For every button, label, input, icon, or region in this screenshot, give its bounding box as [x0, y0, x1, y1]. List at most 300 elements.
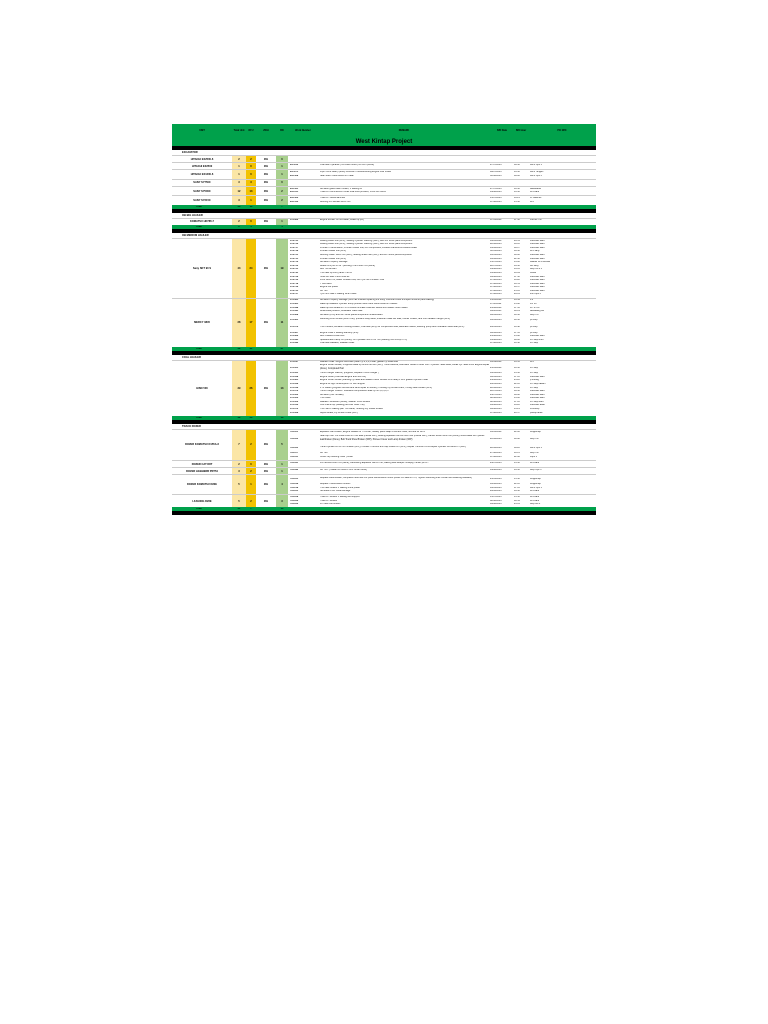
bd-hour: 07:30 — [514, 275, 520, 278]
bd-hour: 16:33 — [514, 361, 520, 364]
bd-date: 09/07/2023 — [490, 171, 502, 174]
ready-value: ZIH — [256, 430, 276, 460]
pic-name: Parkinan Baru — [530, 393, 545, 396]
unit-name: KOMATSU HD785-7 — [189, 220, 215, 224]
section-title: OB MEDIUM HAULER — [182, 233, 209, 237]
pic-name: Wogeshop — [530, 477, 541, 480]
remark-text: AC Hot — [320, 452, 328, 455]
bd-hour: 15:30 — [514, 200, 520, 203]
work-number: TD1161 — [290, 430, 299, 433]
bd-hour: 10:30 — [514, 366, 520, 369]
work-number: TD1157 — [290, 452, 299, 455]
bd-hour: 29:31 — [514, 239, 520, 242]
ready-value: ZIH — [256, 468, 276, 474]
pic-name: PS — [530, 299, 534, 302]
bd-date: 21/06/2023 — [490, 437, 502, 440]
total-unit-sum: 21 — [237, 508, 241, 511]
bd-value: 3 — [276, 495, 288, 507]
pic-name: WS — [530, 361, 534, 364]
ready-value: ZIH — [256, 461, 276, 467]
bd-date: 07/08/2023 — [490, 279, 502, 282]
bd-hour: 10:48 — [514, 326, 520, 329]
bd-date: 25/05/2022 — [490, 366, 502, 369]
pic-name: Disp Ops 3 — [530, 468, 542, 471]
bd-value: 4 — [276, 475, 288, 494]
breakdown-list — [288, 219, 596, 223]
total-unit-value: 5 — [232, 495, 246, 507]
remark-text: T/M cask up shift, panel T/M on — [320, 271, 352, 274]
ready-value: ZIH — [256, 475, 276, 494]
work-number: DT2745 — [290, 257, 299, 260]
total-unit-value: 3 — [232, 180, 246, 186]
bd-date: 18/03/2023 — [490, 319, 502, 322]
bd-value: 1 — [276, 219, 288, 225]
bd-date: 31/08/2023 — [490, 174, 502, 177]
remark-text: Bolt T/M Broken — [320, 268, 337, 271]
total-unit-value: 12 — [232, 187, 246, 195]
total-unit-value: 5 — [232, 475, 246, 494]
work-number: DT2747 — [290, 246, 299, 249]
breakdown-row — [288, 461, 596, 465]
work-number: TD1209 — [290, 496, 299, 499]
remark-text: Accident Property Damage (Unit has finished repairing the body, continue check & inspect & some parts waiting) — [320, 299, 435, 302]
breakdown-list — [288, 187, 596, 194]
work-number: DT1348 — [290, 382, 299, 385]
project-title: West Kintap Project — [355, 139, 413, 145]
unit-group — [172, 195, 596, 204]
bd-date: 18/04/2022 — [490, 361, 502, 364]
work-number: EX5010 — [290, 163, 299, 166]
pic-name: PP STOP — [530, 306, 540, 309]
remark-text: Make up Radiator Cylinder dump problem and crack frame loose on chassis — [320, 302, 398, 305]
bd-hour: 15:50 — [514, 496, 520, 499]
ready-value: ZIH — [256, 219, 276, 225]
unit-group — [172, 218, 596, 225]
total-bd-sum: 27 — [280, 347, 284, 350]
work-number: DT1318 — [290, 386, 299, 389]
pic-name: ws Sany — [530, 264, 539, 267]
work-number: TD1162 — [290, 446, 299, 449]
bd-hour: 22:10 — [514, 483, 520, 486]
work-number: DT1303 — [290, 397, 299, 400]
rfu-value: 0 — [246, 170, 256, 178]
remark-text: Radiator Leak / Engine overheat (clean cyl 2,5,6,3 leak, gasket cyl head leak — [320, 361, 398, 364]
work-number: DT2731 — [290, 268, 299, 271]
pic-name: Disp HS — [530, 313, 539, 316]
work-number: EX1315 — [290, 191, 299, 194]
pic-name: Bebabang ws — [530, 310, 544, 313]
remark-text: T/M Hard + waiting part T/M cable, Housing Fly Wheel Broken — [320, 408, 384, 411]
work-number: DT1372 — [290, 408, 299, 411]
bd-date: 06/08/2023 — [490, 275, 502, 278]
work-number: TD1260 — [290, 503, 299, 506]
ready-value: ZIH — [256, 196, 276, 204]
bd-hour: 13:00 — [514, 397, 520, 400]
bd-hour: 13:30 — [514, 461, 520, 464]
remark-text: Brake com pre-ST32 - pending, PMS 4000 Hrs (done) — [320, 264, 375, 267]
work-number: DT2748 — [290, 250, 299, 253]
bd-value: 1 — [276, 461, 288, 467]
bd-hour: 06:30 — [514, 390, 520, 393]
remark-text: Replace Transmission broken — [320, 483, 351, 486]
work-number: DT2791 — [290, 271, 299, 274]
bd-hour: 15:30 — [514, 477, 520, 480]
pic-name: Kudar — [530, 271, 537, 274]
bd-hour: 07:45 — [514, 306, 520, 309]
bd-date: 07/08/2023 — [490, 293, 502, 296]
bd-hour: 13:00 — [514, 261, 520, 264]
remark-text: Problem wheel hub (W/P) — [320, 250, 347, 253]
unit-name: HITACHI EX2500 — [191, 164, 213, 168]
remark-text: AC Hot — [320, 289, 328, 292]
bd-value: 1 — [276, 468, 288, 474]
remark-text: Make up Bolt Brake RH 2H Problem & Brake chamber failure and master clutch failure — [320, 306, 408, 309]
remark-text: Waiting wheel hub (W/P), Waiting Cylinder Steering (W/P), and WP some parts/component — [320, 243, 413, 246]
pic-name: Wogeshop — [530, 483, 541, 486]
remark-text: Tiene Cylinder Lift RH LH Broken (W/P), Pioneer Trunnion arm cap broken RH (W/P), Repair Trunnion Lift & Repair Cylinder Lift Bend LH (W/P) — [320, 446, 466, 449]
bd-date: 22/07/2023 — [490, 390, 502, 393]
breakdown-list — [288, 461, 596, 465]
work-number: DT1301 — [290, 366, 299, 369]
pic-name: Parkinan Baru — [530, 397, 545, 400]
bd-hour: 07:05 — [514, 486, 520, 489]
bd-date: 31/05/2023 — [490, 250, 502, 253]
unit-group — [172, 467, 596, 474]
bd-hour: 07:35 — [514, 331, 520, 334]
bd-hour: 13:30 — [514, 372, 520, 375]
rfu-value: 13 — [246, 187, 256, 195]
bd-date: 07/08/2023 — [490, 286, 502, 289]
col-bd-hour: B/D Hour — [515, 128, 527, 132]
sheet-body — [172, 150, 596, 515]
bd-date: 23/05/2023 — [490, 477, 502, 480]
work-number: DT1306 — [290, 400, 299, 403]
remark-text: Differential problem, Modulator Valve leak — [320, 310, 363, 313]
bd-hour: 13:21 — [514, 408, 520, 411]
bd-hour: 18:30 — [514, 187, 520, 190]
pic-name: Parkinan Baru — [530, 239, 545, 242]
rfu-value: 26 — [246, 361, 256, 416]
remark-text: PTF Water (progress remove and send repair to vendor), Housing Fly Wheel crack, Timing Gear Broken (W/P) — [320, 386, 433, 389]
pic-name: Parkinan Baru — [530, 253, 545, 256]
total-unit-value: 2 — [232, 156, 246, 162]
bd-date: 15/12/2022 — [490, 299, 502, 302]
bd-date: 22/07/2023 — [490, 264, 502, 267]
total-unit-value: 39 — [232, 361, 246, 416]
separator-bar — [172, 511, 596, 515]
bd-date: 18/03/2022 — [490, 430, 502, 433]
work-number: DT1385 — [290, 302, 299, 305]
remark-text: PMS 1000 Hrs, Water Coolant Low, Nut Tyre No 6 Broken 1 ea — [320, 279, 384, 282]
rfu-value: 0 — [246, 219, 256, 225]
bd-date: 02/08/2023 — [490, 397, 502, 400]
remark-text: Track LH Broken — [320, 499, 338, 502]
bd-hour: 22:10 — [514, 382, 520, 385]
bd-date: 16/06/2023 — [490, 246, 502, 249]
breakdown-list — [288, 239, 596, 297]
pic-name: WS Baru — [530, 490, 540, 493]
bd-value: 13 — [276, 361, 288, 416]
bd-hour: 09:30 — [514, 163, 520, 166]
remark-text: LH track link broken — [320, 503, 341, 506]
pic-name: Pit Stop Baru — [530, 400, 544, 403]
total-unit-value: 1 — [232, 170, 246, 178]
pic-name: Fecri Ops 1 — [530, 446, 542, 449]
work-number: TD1163 — [290, 437, 299, 440]
total-unit-value: 3 — [232, 468, 246, 474]
pic-name: Pit Stop Bren — [530, 338, 544, 341]
bd-date: 07/08/2023 — [490, 289, 502, 292]
remark-text: Speedometer Lamp Off (Done), Oil Hydraulic Mix to Oil T/M (Waiting Test Pump PTO) — [320, 338, 408, 341]
unit-group — [172, 238, 596, 298]
bd-hour: 15:08 — [514, 302, 520, 305]
bd-value: 2 — [276, 187, 288, 195]
ready-value: ZIH — [256, 187, 276, 195]
bd-hour: 25:16 — [514, 289, 520, 292]
bd-hour: 19:20 — [514, 404, 520, 407]
bd-date: 23/02/2022 — [490, 306, 502, 309]
pic-name: Fups 1 — [530, 455, 538, 458]
work-number: DT2722 — [290, 264, 299, 267]
work-number: DT2719 — [290, 282, 299, 285]
ready-value: ZIH — [256, 156, 276, 162]
pic-name: Fecri Tengah — [530, 171, 544, 174]
remark-text: Problem wheel hub (W/P) — [320, 257, 347, 260]
bd-date: 07/08/2023 — [490, 455, 502, 458]
total-unit-sum: 23 — [237, 205, 241, 208]
col-bd-date: B/D Date — [497, 128, 507, 132]
remark-text: Accident (LVU) and WP some parts/component contaminated — [320, 313, 383, 316]
unit-group — [172, 360, 596, 416]
work-number: DT1392 — [290, 342, 299, 345]
work-number: DT2756 — [290, 261, 299, 264]
work-number: DT1376 — [290, 390, 299, 393]
remark-text: Bushing Cabin Worn Out (W/P), Sealing wheel hub (W/P), and WP some parts/component — [320, 253, 412, 256]
breakdown-list — [288, 475, 596, 493]
remark-text: Overheat Hydraulic | oil cooler block | AC Arm (Done) — [320, 163, 375, 166]
remark-text: Engine Rocker Oil mix water, Wake up (on) — [320, 219, 364, 222]
unit-group — [172, 186, 596, 195]
bd-date: 18/06/2023 — [490, 257, 502, 260]
pic-name: WS Sany — [530, 250, 540, 253]
bd-date: 08/08/2023 — [490, 408, 502, 411]
work-number: DT1386 — [290, 335, 299, 338]
work-number: DT1322 — [290, 393, 299, 396]
work-number: DT2737 — [290, 293, 299, 296]
rfu-value: 17 — [246, 299, 256, 347]
work-number: TD1266 — [290, 499, 299, 502]
remark-text: T/M Problem, Exhaust Housing Broken, Overheat (R/S), Air compressor leak, alternator failure, steering pump and modulator valve leak (W/P) — [320, 325, 465, 328]
breakdown-row — [288, 475, 596, 482]
breakdown-row — [288, 200, 596, 204]
work-number: DT1394 — [290, 338, 299, 341]
rfu-value: 2 — [246, 495, 256, 507]
unit-name: SANY SY215C — [193, 199, 211, 203]
breakdown-row — [288, 293, 596, 297]
bd-date: 29/06/2023 — [490, 490, 502, 493]
unit-name: HINO 500 — [196, 386, 208, 390]
pic-name: WS Baru — [530, 496, 540, 499]
bd-date: 15/07/2023 — [490, 261, 502, 264]
bd-date: 24/02/2023 — [490, 379, 502, 382]
pic-name: WS Baru — [530, 499, 540, 502]
remark-text: Y Rod Bent — [320, 282, 332, 285]
total-unit-sum: 39 — [237, 416, 241, 419]
rfu-value: 1 — [246, 475, 256, 494]
unit-name: DOZER KOMATSU D155A-6 — [185, 443, 219, 447]
section-title: COAL HAULER — [182, 355, 201, 359]
work-number: DT2728 — [290, 275, 299, 278]
pic-name: Parkinan Baru — [530, 286, 545, 289]
pic-name: Parkinan Baru — [530, 390, 545, 393]
pic-name: WS Baru — [530, 461, 540, 464]
ready-value: ZIH — [256, 163, 276, 169]
total-unit-value: 2 — [232, 461, 246, 467]
bd-date: 05/08/2023 — [490, 338, 502, 341]
bd-date: 27/07/2023 — [490, 163, 502, 166]
ready-value: ZIH — [256, 299, 276, 347]
pic-name: front ops 3 — [530, 293, 541, 296]
bd-hour: 22:96 — [514, 455, 520, 458]
bd-hour: 10:58 — [514, 342, 520, 345]
total-bd-sum: 7 — [281, 205, 283, 208]
bd-hour: 07:10 — [514, 400, 520, 403]
breakdown-list — [288, 196, 596, 203]
work-number: DT1349 — [290, 375, 299, 378]
bd-date: 15/07/2023 — [490, 496, 502, 499]
work-number: DT2736 — [290, 243, 299, 246]
pic-name: Pit Stop — [530, 366, 539, 369]
bd-hour: 16:49 — [514, 299, 520, 302]
remark-text: Cover cup bushing cover | loose — [320, 455, 353, 458]
bd-hour: 00:08 — [514, 437, 520, 440]
bd-date: 08/06/2023 — [490, 331, 502, 334]
bd-hour: 16:30 — [514, 171, 520, 174]
remark-text: Engine Noise (Overhaul Engine and Job Not) — [320, 375, 366, 378]
breakdown-row — [288, 490, 596, 494]
col-remark: REMARK — [398, 128, 410, 132]
pic-name: Parkinan Baru — [530, 335, 545, 338]
work-number: DT1391 — [290, 310, 299, 313]
breakdown-row — [288, 444, 596, 451]
pic-name: Parkinan Baru — [530, 375, 545, 378]
bd-date: 22/06/2023 — [490, 386, 502, 389]
ready-value: ZIH — [256, 180, 276, 186]
pic-name: A. Naufiner — [530, 196, 542, 199]
breakdown-row — [288, 411, 596, 415]
work-number: EX1431 — [290, 187, 299, 190]
ready-value: ZIH — [256, 361, 276, 416]
bd-hour: 19:21 — [514, 196, 520, 199]
work-number: DT1376 — [290, 326, 299, 329]
work-number: DT1316 — [290, 404, 299, 407]
rfu-value: 0 — [246, 461, 256, 467]
pic-name: Pit Stop kasam — [530, 382, 546, 385]
work-number: TD1219 — [290, 486, 299, 489]
unit-name: Sany SKT 90 S — [192, 266, 212, 270]
bd-hour: 23:20 — [514, 379, 520, 382]
pic-name: Pit Stop — [530, 386, 539, 389]
breakdown-list — [288, 299, 596, 346]
pic-name: Pit Stop — [530, 372, 539, 375]
unit-name: DOZER KOMATSU D20E — [187, 483, 217, 487]
remark-text: One check clip (Waiting part Fair Shaft T/M) — [320, 404, 365, 407]
remark-text: Seal Shaft Travel Motor RH Leak — [320, 174, 354, 177]
bd-date: 06/11/2023 — [490, 310, 502, 313]
work-number: EX1423 — [290, 196, 299, 199]
work-number: EX5071 — [290, 171, 299, 174]
bd-date: 07/08/2023 — [490, 342, 502, 345]
total-rfu-sum: 26 — [249, 416, 253, 419]
bd-date: 29/05/2023 — [490, 326, 502, 329]
remark-text: Radiator Shutdown (Done), Gasket Turbo Broken — [320, 400, 371, 403]
bd-date: 22/06/2023 — [490, 446, 502, 449]
bd-hour: 09:07 — [514, 246, 520, 249]
bd-hour: 06:30 — [514, 250, 520, 253]
bd-hour: 19:30 — [514, 490, 520, 493]
bd-value: 1 — [276, 170, 288, 178]
col-rfu: RFU — [248, 128, 254, 132]
unit-name: HITACHI EX1200-6 — [190, 173, 214, 177]
pic-name: Partner HD — [530, 219, 542, 222]
bd-value: 2 — [276, 196, 288, 204]
bd-hour: 18:15 — [514, 452, 520, 455]
remark-text: Replace transmission, completion and test run (New transmission motor (Desis Oil Seal RH LH, Tighten Mounting inter Cooler and Washing Radiator) — [320, 477, 472, 480]
pic-name: PostStop — [530, 408, 540, 411]
rfu-value: 2 — [246, 430, 256, 460]
unit-group — [172, 179, 596, 186]
remark-text: Equalizer Bar Broken, Engine Gasket for T3 cover, Steady parts swap to vendor cover, will see for BPN — [320, 430, 425, 433]
bd-date: 23/08/2023 — [490, 335, 502, 338]
bd-date: 07/05/2022 — [490, 219, 502, 222]
bd-hour: 00:30 — [514, 319, 520, 322]
remark-text: Mounting Front Wheel (Worn Out), problem relay valve, shamber brake RR leak, muffler broken, and front radiator hanger (W/P) — [320, 318, 451, 321]
bd-date: 22/02/2023 — [490, 243, 502, 246]
breakdown-list — [288, 170, 596, 177]
unit-group — [172, 155, 596, 162]
breakdown-row — [288, 163, 596, 167]
work-number: EX1413 — [290, 200, 299, 203]
total-label: Total — [196, 416, 202, 419]
unit-group — [172, 169, 596, 178]
col-bd: BD — [280, 128, 284, 132]
work-number: DT1387 — [290, 331, 299, 334]
work-number: DT2732 — [290, 279, 299, 282]
bd-hour: 08:54 — [514, 499, 520, 502]
breakdown-list — [288, 495, 596, 506]
total-rfu-sum: 41 — [249, 347, 253, 350]
work-number: TD1248 — [290, 483, 299, 486]
pic-name: Parkinan Baru — [530, 246, 545, 249]
bd-hour: 16:30 — [514, 468, 520, 471]
rfu-value: 2 — [246, 156, 256, 162]
total-unit-value: 7 — [232, 430, 246, 460]
total-bd-sum: 1 — [281, 225, 283, 228]
bd-hour: 05:05 — [514, 268, 520, 271]
bd-date: 19/03/2023 — [490, 372, 502, 375]
bd-value: 19 — [276, 239, 288, 298]
bd-date: 05/08/2023 — [490, 271, 502, 274]
bd-hour: 18:28 — [514, 279, 520, 282]
bd-value: 5 — [276, 430, 288, 460]
bd-date: 07/08/2023 — [490, 282, 502, 285]
bd-date: 18/02/2023 — [490, 483, 502, 486]
breakdown-row — [288, 174, 596, 178]
bd-hour: 09:20 — [514, 446, 520, 449]
remark-text: T/M Noise — [320, 397, 331, 400]
remark-text: Accident glass cabin broken, + waiting kit — [320, 187, 362, 190]
pic-name: Disp HD — [530, 452, 539, 455]
